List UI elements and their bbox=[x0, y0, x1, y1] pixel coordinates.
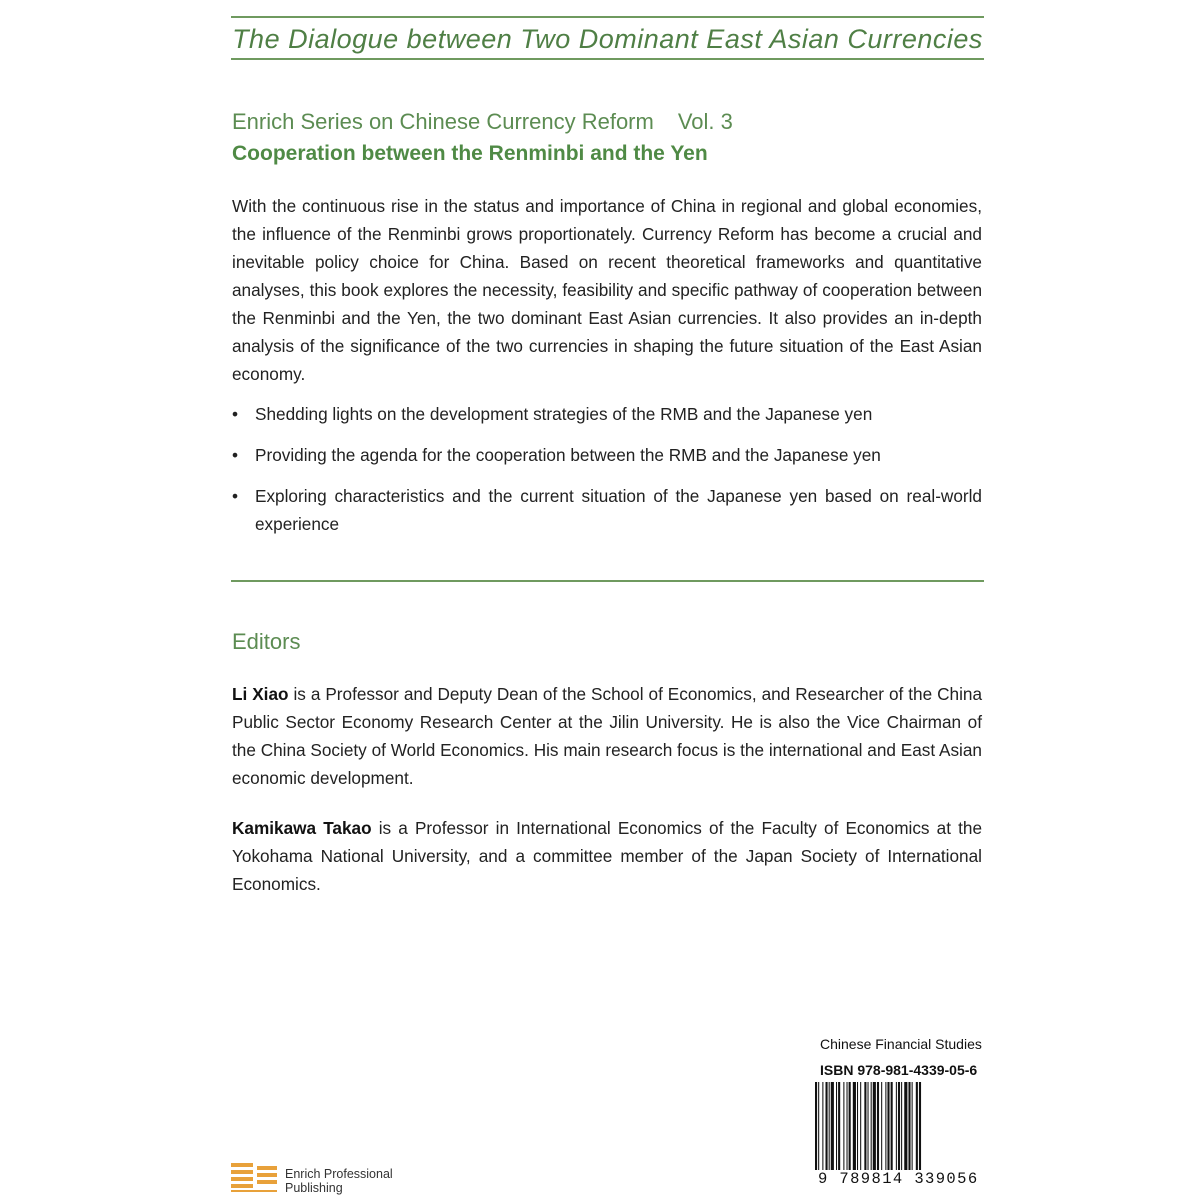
bullet-icon: • bbox=[232, 445, 239, 465]
bullet-icon: • bbox=[232, 404, 239, 424]
series-name: Enrich Series on Chinese Currency Reform bbox=[232, 109, 654, 134]
series-line bbox=[232, 108, 733, 136]
feature-list bbox=[232, 400, 982, 551]
publisher-name bbox=[285, 1167, 405, 1195]
barcode-icon bbox=[815, 1082, 977, 1170]
header-rule bbox=[231, 58, 984, 60]
isbn-label: ISBN 978-981-4339-05-6 bbox=[820, 1062, 978, 1078]
editor-bio-text: is a Professor and Deputy Dean of the School of Economics, and Researcher of the China Public Sector Economy Research Center at the Jilin University. He is also the Vice Chairman of the China Society of World Economics. His main research focus is the international and East Asian economic development. bbox=[232, 684, 982, 788]
editors-heading: Editors bbox=[232, 629, 301, 654]
editor-bio bbox=[232, 680, 982, 792]
editor-bio bbox=[232, 814, 982, 898]
top-rule bbox=[231, 16, 984, 18]
list-item bbox=[232, 441, 982, 469]
publisher-logo-icon bbox=[231, 1161, 279, 1193]
section-divider bbox=[231, 580, 984, 582]
bullet-icon: • bbox=[232, 486, 239, 506]
bullet-text: Exploring characteristics and the current situation of the Japanese yen based on real-world experience bbox=[255, 486, 982, 534]
publisher-line: Enrich Professional bbox=[285, 1167, 393, 1181]
publisher-line: Publishing bbox=[285, 1181, 343, 1195]
bullet-text: Shedding lights on the development strategies of the RMB and the Japanese yen bbox=[255, 404, 873, 424]
editor-name: Kamikawa Takao bbox=[232, 818, 372, 838]
series-title: The Dialogue between Two Dominant East Asian Currencies bbox=[232, 24, 983, 54]
editor-name: Li Xiao bbox=[232, 684, 289, 704]
series-volume: Vol. 3 bbox=[677, 109, 733, 134]
editor-bio-text: is a Professor in International Economics of the Faculty of Economics at the Yokohama National University, and a committee member of the Japan Society of International Economics. bbox=[232, 818, 982, 894]
book-description: With the continuous rise in the status and importance of China in regional and global economies, the influence of the Renminbi grows proportionately. Currency Reform has become a crucial and inevitable policy choice for China. Based on recent theoretical frameworks and quantitative analyses, this book explores the necessity, feasibility and specific pathway of cooperation between the Renminbi and the Yen, the two dominant East Asian currencies. It also provides an in-depth analysis of the significance of the two currencies in shaping the future situation of the East Asian economy. bbox=[232, 196, 982, 384]
barcode-digits: 9 789814 339056 bbox=[818, 1170, 979, 1188]
subject-category: Chinese Financial Studies bbox=[820, 1036, 982, 1052]
list-item bbox=[232, 482, 982, 538]
bullet-text: Providing the agenda for the cooperation between the RMB and the Japanese yen bbox=[255, 445, 881, 465]
book-title: Cooperation between the Renminbi and the Yen bbox=[232, 142, 708, 165]
list-item bbox=[232, 400, 982, 428]
